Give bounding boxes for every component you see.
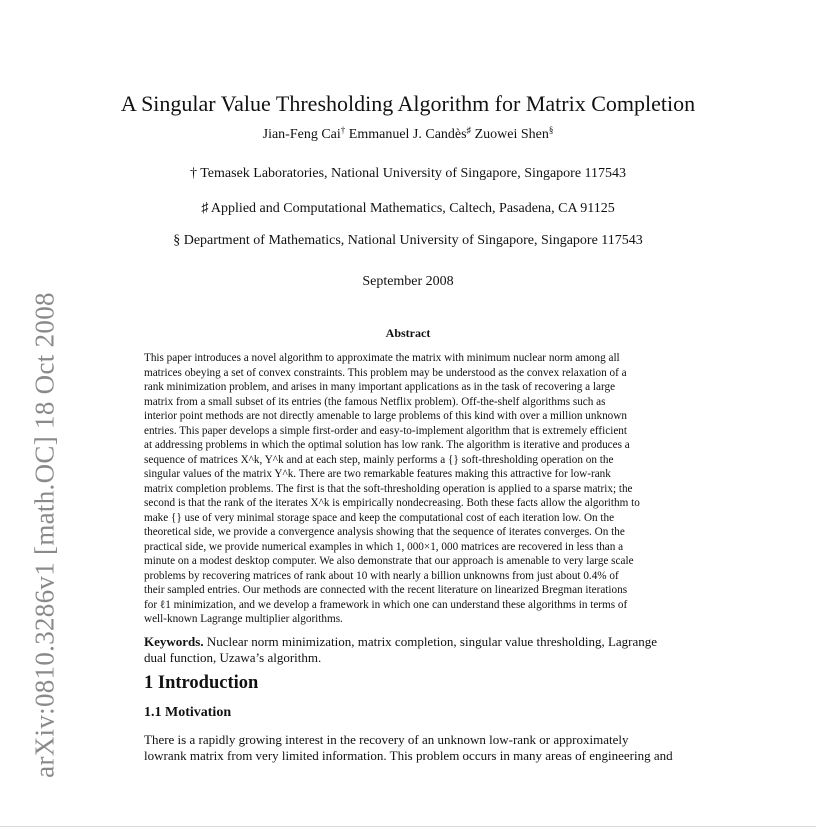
abstract-line: minute on a modest desktop computer. We also demonstrate that our approach is amenable to very large scale bbox=[144, 555, 634, 567]
affiliation-temasek: † Temasek Laboratories, National University of Singapore, Singapore 117543 bbox=[189, 166, 627, 181]
abstract-line: matrix from a small subset of its entries (the famous Netflix problem). Off-the-shelf algorithms such as bbox=[144, 395, 606, 408]
subsection-heading: 1.1 Motivation bbox=[144, 705, 232, 720]
abstract-line: This paper introduces a novel algorithm to approximate the matrix with minimum nuclear norm among all bbox=[144, 352, 620, 364]
abstract-line: their sampled entries. Our methods are connected with the recent literature on linearized Bregman iterations bbox=[144, 584, 628, 596]
keywords-block bbox=[144, 634, 674, 666]
intro-paragraph: There is a rapidly growing interest in the recovery of an unknown low-rank or approximately lowrank matrix from very limited information. This problem occurs in many areas of engineering and bbox=[144, 732, 673, 764]
affiliation-nus-math: § Department of Mathematics, National University of Singapore, Singapore 117543 bbox=[173, 233, 643, 248]
section-heading: 1 Introduction bbox=[144, 673, 259, 693]
abstract-line: sequence of matrices X^k, Y^k and at each step, mainly performs a {} soft-thresholding operation on the bbox=[144, 453, 614, 466]
abstract-line: matrix completion problems. The first is that the soft-thresholding operation is applied to a sparse matrix; the bbox=[144, 482, 633, 495]
abstract-line: at addressing problems in which the optimal solution has low rank. The algorithm is iterative and produces a bbox=[144, 439, 630, 451]
keywords-text: Nuclear norm minimization, matrix completion, singular value thresholding, Lagrange dual function, Uzawa’s algorithm. bbox=[144, 634, 658, 665]
author-mark: † bbox=[340, 125, 346, 135]
abstract-line: make {} use of very minimal storage space and keep the computational cost of each iteration low. On the bbox=[144, 511, 615, 524]
abstract-line: theoretical side, we provide a convergence analysis showing that the sequence of iterates converges. On the bbox=[144, 526, 625, 538]
author-mark: § bbox=[548, 125, 554, 135]
author-list bbox=[0, 126, 816, 144]
abstract-line: rank minimization problem, and arises in many important applications as in the task of recovering a large bbox=[144, 381, 616, 393]
author-name: Zuowei Shen bbox=[474, 127, 549, 142]
author-name: Emmanuel J. Candès bbox=[348, 127, 467, 142]
abstract-line: entries. This paper develops a simple first-order and easy-to-implement algorithm that is extremely efficient bbox=[144, 424, 627, 437]
abstract-line: interior point methods are not directly amenable to large problems of this kind with over a million unknown bbox=[144, 410, 627, 422]
abstract-line: practical side, we provide numerical examples in which 1, 000×1, 000 matrices are recovered in less than a bbox=[144, 540, 624, 553]
abstract-line: singular values of the matrix Y^k. There are two remarkable features making this attractive for low-rank bbox=[144, 468, 611, 480]
abstract-line: matrices obeying a set of convex constraints. This problem may be understood as the convex relaxation of a bbox=[144, 366, 627, 379]
abstract-body bbox=[144, 351, 671, 627]
author-mark: ♯ bbox=[466, 125, 472, 135]
publication-date: September 2008 bbox=[362, 274, 454, 289]
abstract-line: for ℓ1 minimization, and we develop a framework in which one can understand these algorithms in terms of bbox=[144, 598, 628, 611]
paper-title: A Singular Value Thresholding Algorithm for Matrix Completion bbox=[120, 91, 696, 116]
keywords-label: Keywords. bbox=[144, 634, 204, 649]
abstract-heading: Abstract bbox=[385, 326, 431, 340]
author-name: Jian-Feng Cai bbox=[262, 127, 341, 142]
arxiv-identifier-stamp: arXiv:0810.3286v1 [math.OC] 18 Oct 2008 bbox=[29, 292, 60, 778]
abstract-line: well-known Lagrange multiplier algorithms. bbox=[144, 613, 343, 625]
abstract-line: second is that the rank of the iterates X^k is empirically nondecreasing. Both these facts allow the algorithm to bbox=[144, 497, 640, 509]
abstract-line: problems by recovering matrices of rank about 10 with nearly a billion unknowns from just about 0.4% of bbox=[144, 569, 619, 582]
page-bottom-rule bbox=[0, 826, 816, 827]
affiliation-caltech: ♯ Applied and Computational Mathematics, Caltech, Pasadena, CA 91125 bbox=[201, 201, 615, 216]
